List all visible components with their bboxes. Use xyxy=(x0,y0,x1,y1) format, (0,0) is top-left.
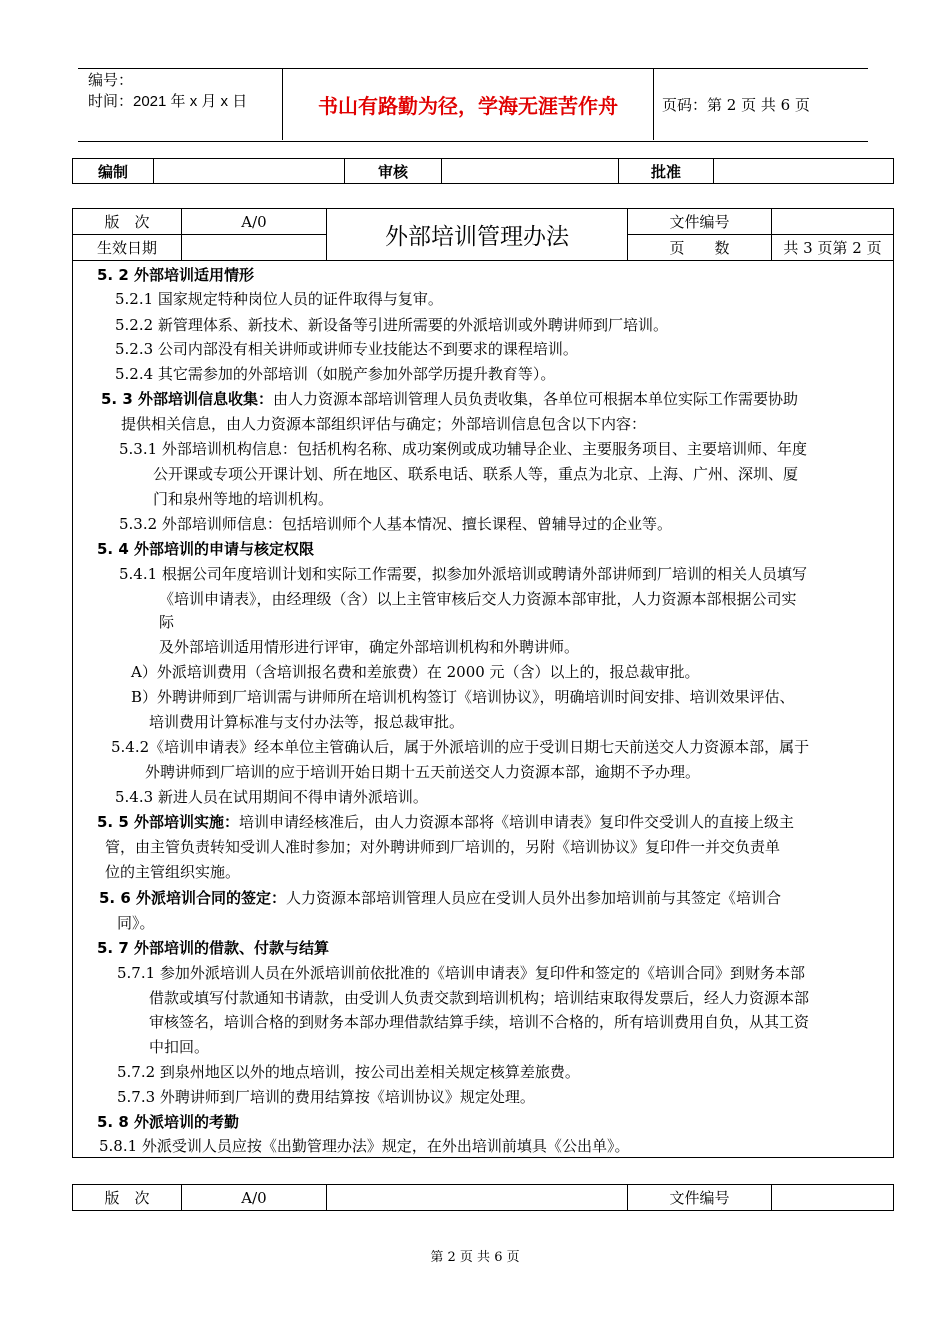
section-5-4: 5. 4 外部培训的申请与核定权限 xyxy=(97,540,315,558)
approve-field[interactable] xyxy=(714,159,894,184)
body-line: 公开课或专项公开课计划、所在地区、联系电话、联系人等，重点为北京、上海、广州、深圳、厦 xyxy=(153,465,799,483)
code-label: 编号： xyxy=(88,72,134,89)
body-line: 同》。 xyxy=(117,914,155,932)
body-line: 5.7.2 到泉州地区以外的地点培训，按公司出差相关规定核算差旅费。 xyxy=(117,1063,580,1081)
body-line: 《培训申请表》，由经理级（含）以上主管审核后交人力资源本部审批，人力资源本部根据公司实 xyxy=(159,590,797,608)
doc-info-table xyxy=(72,208,894,261)
section-5-2: 5. 2 外部培训适用情形 xyxy=(97,266,255,284)
page-number: 第 2 页 共 6 页 xyxy=(430,1250,520,1265)
page-label: 页码：第 2 页 共 6 页 xyxy=(662,95,810,114)
section-5-5 xyxy=(97,812,794,832)
body-line: 位的主管组织实施。 xyxy=(105,863,241,881)
body-line: 及外部培训适用情形进行评审，确定外部培训机构和外聘讲师。 xyxy=(159,638,580,656)
section-5-5-text: 培训申请经核准后，由人力资源本部将《培训申请表》复印件交受训人的直接上级主 xyxy=(239,813,795,831)
section-5-7: 5. 7 外部培训的借款、付款与结算 xyxy=(97,939,330,957)
body-line: 5.8.1 外派受训人员应按《出勤管理办法》规定，在外出培训前填具《公出单》。 xyxy=(99,1137,630,1155)
header-meta xyxy=(78,68,282,140)
footer-blank xyxy=(327,1185,628,1211)
compile-label: 编制 xyxy=(73,159,154,184)
body-line: 5.4.3 新进人员在试用期间不得申请外派培训。 xyxy=(115,788,428,806)
body-line: 际 xyxy=(159,613,175,631)
effective-value xyxy=(182,235,327,261)
body-line: 5.7.1 参加外派培训人员在外派培训前依批准的《培训申请表》复印件和签定的《培训合同》到财务本部 xyxy=(117,964,805,982)
body-line: 审核签名，培训合格的到财务本部办理借款结算手续，培训不合格的，所有培训费用自负，从其工资 xyxy=(149,1013,810,1031)
body-line: A）外派培训费用（含培训报名费和差旅费）在 2000 元（含）以上的，报总裁审批。 xyxy=(131,663,700,681)
body-line: 5.2.2 新管理体系、新技术、新设备等引进所需要的外派培训或外聘讲师到厂培训。 xyxy=(115,316,668,334)
body-line: 5.4.1 根据公司年度培训计划和实际工作需要，拟参加外派培训或聘请外部讲师到厂培训的相关人员填写 xyxy=(119,565,807,583)
footer-version-label: 版 次 xyxy=(73,1185,182,1211)
version-value: A/0 xyxy=(182,209,327,235)
pages-value: 共 3 页第 2 页 xyxy=(772,235,894,261)
approve-label: 批准 xyxy=(619,159,714,184)
footer-version-value: A/0 xyxy=(182,1185,327,1211)
file-no-value xyxy=(772,209,894,235)
body-line: B）外聘讲师到厂培训需与讲师所在培训机构签订《培训协议》，明确培训时间安排、培训效果评估、 xyxy=(131,688,795,706)
motto: 书山有路勤为径，学海无涯苦作舟 xyxy=(282,68,654,140)
section-5-6 xyxy=(99,888,781,908)
body-line: 5.4.2《培训申请表》经本单位主管确认后，属于外派培训的应于受训日期七天前送交人力资源本部，属于 xyxy=(111,738,810,756)
body-line: 5.3.2 外部培训师信息：包括培训师个人基本情况、擅长课程、曾辅导过的企业等。 xyxy=(119,515,672,533)
version-label: 版 次 xyxy=(73,209,182,235)
body-line: 5.3.1 外部培训机构信息：包括机构名称、成功案例或成功辅导企业、主要服务项目、主要培训师、年度 xyxy=(119,440,807,458)
footer-file-no-label: 文件编号 xyxy=(628,1185,772,1211)
section-5-3-title: 5. 3 外部培训信息收集： xyxy=(101,390,274,408)
time-label: 时间：2021 年 x 月 x 日 xyxy=(88,93,248,110)
body-line: 借款或填写付款通知书请款，由受训人负责交款到培训机构；培训结束取得发票后，经人力资源本部 xyxy=(149,989,810,1007)
body-line: 5.2.4 其它需参加的外部培训（如脱产参加外部学历提升教育等）。 xyxy=(115,365,556,383)
section-5-5-title: 5. 5 外部培训实施： xyxy=(97,813,240,831)
body-line: 5.2.1 国家规定特种岗位人员的证件取得与复审。 xyxy=(115,290,443,308)
body-line: 外聘讲师到厂培训的应于培训开始日期十五天前送交人力资源本部，逾期不予办理。 xyxy=(145,763,701,781)
pages-label: 页 数 xyxy=(628,235,772,261)
body-line: 培训费用计算标准与支付办法等，报总裁审批。 xyxy=(149,713,465,731)
section-5-3-text: 由人力资源本部培训管理人员负责收集，各单位可根据本单位实际工作需要协助 xyxy=(273,390,799,408)
section-5-8: 5. 8 外派培训的考勤 xyxy=(97,1113,240,1131)
section-5-3 xyxy=(101,389,798,409)
review-field[interactable] xyxy=(442,159,619,184)
doc-title: 外部培训管理办法 xyxy=(327,209,628,261)
footer-file-no-value xyxy=(772,1185,894,1211)
effective-label: 生效日期 xyxy=(73,235,182,261)
body-line: 提供相关信息，由人力资源本部组织评估与确定；外部培训信息包含以下内容： xyxy=(121,415,647,433)
body-line: 门和泉州等地的培训机构。 xyxy=(153,490,334,508)
section-5-6-title: 5. 6 外派培训合同的签定： xyxy=(99,889,287,907)
file-no-label: 文件编号 xyxy=(628,209,772,235)
body-line: 管，由主管负责转知受训人准时参加；对外聘讲师到厂培训的，另附《培训协议》复印件一并交负责单 xyxy=(105,838,781,856)
review-label: 审核 xyxy=(345,159,442,184)
compile-field[interactable] xyxy=(154,159,345,184)
body-line: 5.2.3 公司内部没有相关讲师或讲师专业技能达不到要求的课程培训。 xyxy=(115,340,578,358)
approval-table xyxy=(72,158,894,184)
footer-table xyxy=(72,1184,894,1211)
body-line: 中扣回。 xyxy=(149,1038,210,1056)
body-content xyxy=(72,261,894,1158)
body-line: 5.7.3 外聘讲师到厂培训的费用结算按《培训协议》规定处理。 xyxy=(117,1088,535,1106)
section-5-6-text: 人力资源本部培训管理人员应在受训人员外出参加培训前与其签定《培训合 xyxy=(286,889,782,907)
